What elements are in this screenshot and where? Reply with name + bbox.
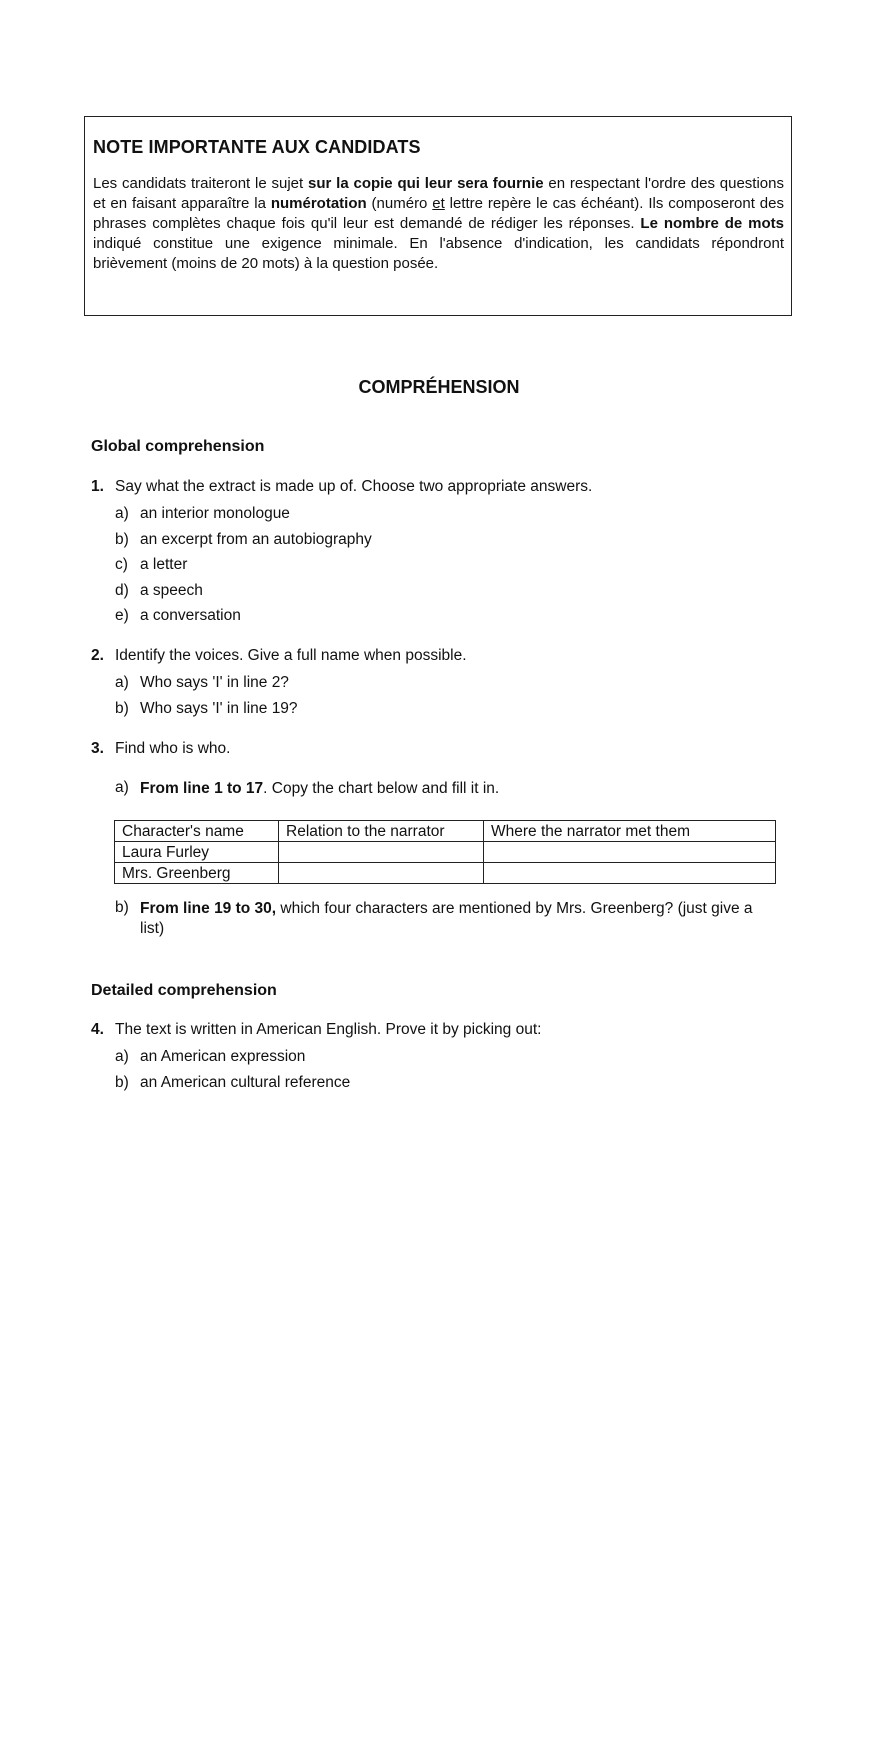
option-label: a) <box>115 674 129 691</box>
character-chart <box>114 820 776 884</box>
note-text-part: Les candidats traiteront le sujet <box>93 175 308 192</box>
line-range: From line 1 to 17 <box>140 780 264 797</box>
line-range: From line 19 to 30, <box>140 900 277 917</box>
option-label: b) <box>115 899 129 916</box>
global-comprehension-heading: Global comprehension <box>91 438 265 455</box>
candidate-note-box <box>84 116 792 316</box>
option-text: an excerpt from an autobiography <box>140 530 372 548</box>
answer-options <box>115 504 791 632</box>
note-text-part: en respectant l'ordre des questions et en faisant apparaître la <box>93 175 784 212</box>
question-text: The text is written in American English. Prove it by picking out: <box>115 1021 542 1038</box>
note-text-part: (numéro <box>366 195 433 212</box>
option-text: an interior monologue <box>140 505 290 522</box>
option-item <box>115 555 791 581</box>
option-text: a letter <box>140 556 188 573</box>
note-text-bold: numérotation <box>270 195 367 212</box>
question-text: . Copy the chart below and fill it in. <box>263 780 500 797</box>
chart-header-row <box>115 821 776 842</box>
note-title: NOTE IMPORTANTE AUX CANDIDATS <box>93 137 421 157</box>
question-text: Identify the voices. Give a full name when possible. <box>115 647 467 664</box>
option-label: b) <box>115 699 129 717</box>
question-3 <box>91 740 791 758</box>
option-text: Who says 'I' in line 2? <box>140 674 289 691</box>
question-2 <box>91 647 791 724</box>
option-text: a conversation <box>140 607 241 624</box>
table-row <box>115 842 776 863</box>
question-text: Find who is who. <box>115 740 231 757</box>
question-text: Say what the extract is made up of. Choose two appropriate answers. <box>115 478 593 495</box>
note-text-bold: sur la copie qui leur sera fournie <box>308 175 544 192</box>
note-text-bold: Le nombre de mots <box>640 215 784 232</box>
chart-header-cell: Character's name <box>115 821 279 842</box>
option-item <box>115 530 791 556</box>
section-title: COMPRÉHENSION <box>358 377 520 397</box>
option-text: an American expression <box>140 1048 306 1065</box>
chart-header-cell: Where the narrator met them <box>484 821 776 842</box>
note-text-underlined: et <box>432 195 445 212</box>
option-item <box>115 1047 791 1073</box>
option-item <box>115 581 791 607</box>
meeting-place-cell <box>484 842 776 863</box>
option-label: a) <box>115 505 129 522</box>
option-text: an American cultural reference <box>140 1073 351 1091</box>
option-item <box>115 504 791 530</box>
option-label: e) <box>115 607 129 624</box>
meeting-place-cell <box>484 863 776 884</box>
option-item <box>115 673 791 699</box>
option-text: Who says 'I' in line 19? <box>140 699 298 717</box>
answer-options <box>115 673 791 724</box>
question-3b <box>115 899 791 939</box>
question-number: 2. <box>91 647 104 664</box>
question-1 <box>91 478 791 632</box>
chart-header-cell: Relation to the narrator <box>279 821 484 842</box>
table-row <box>115 863 776 884</box>
relation-cell <box>279 863 484 884</box>
option-label: c) <box>115 556 128 573</box>
question-number: 3. <box>91 740 104 757</box>
note-text-part: lettre repère le cas échéant). Ils composeront des phrases complètes chaque fois qu'il leur est demandé de rédiger les réponses. <box>93 195 784 232</box>
note-body <box>93 174 784 274</box>
question-3a <box>115 779 791 799</box>
option-label: a) <box>115 1048 129 1065</box>
character-name-cell: Mrs. Greenberg <box>115 863 279 884</box>
question-number: 4. <box>91 1021 104 1038</box>
option-text: a speech <box>140 581 203 599</box>
option-item <box>115 606 791 632</box>
character-name-cell: Laura Furley <box>115 842 279 863</box>
option-label: b) <box>115 1073 129 1091</box>
note-text-part: indiqué constitue une exigence minimale. En l'absence d'indication, les candidats répondront brièvement (moins de 20 mots) à la question posée. <box>93 235 784 272</box>
option-item <box>115 699 791 725</box>
question-4 <box>91 1021 791 1098</box>
option-label: d) <box>115 581 129 599</box>
option-label: a) <box>115 779 129 796</box>
relation-cell <box>279 842 484 863</box>
option-label: b) <box>115 530 129 548</box>
answer-options <box>115 1047 791 1098</box>
question-number: 1. <box>91 478 104 495</box>
detailed-comprehension-heading: Detailed comprehension <box>91 982 277 999</box>
question-text: which four characters are mentioned by Mrs. Greenberg? (just give a list) <box>140 900 753 937</box>
option-item <box>115 1073 791 1099</box>
